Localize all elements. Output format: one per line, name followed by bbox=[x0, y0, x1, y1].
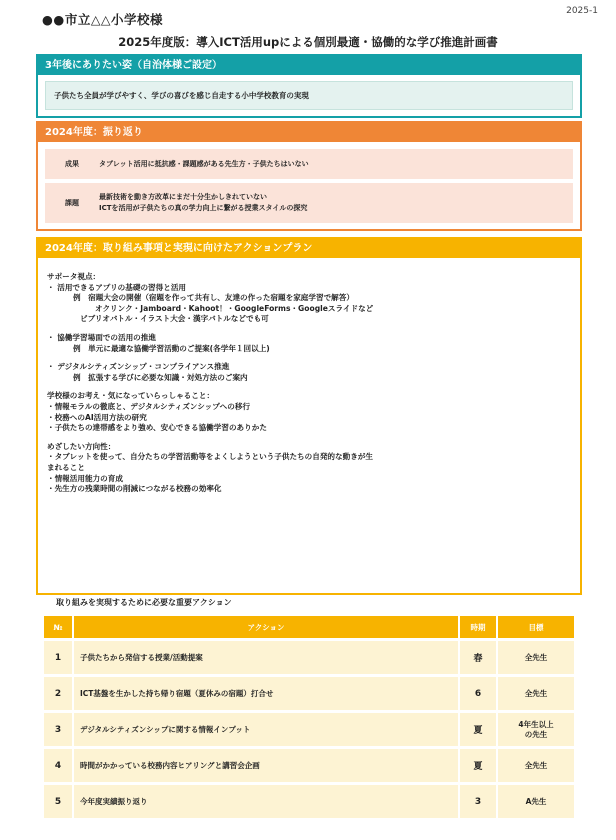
review-text bbox=[99, 192, 307, 214]
review-row-results bbox=[45, 149, 573, 179]
action-time: 6 bbox=[458, 677, 496, 710]
action-target: 全先生 bbox=[496, 677, 574, 710]
action-text: 今年度実績振り返り bbox=[72, 785, 458, 818]
action-target: 4年生以上 の先生 bbox=[496, 713, 574, 746]
action-no: 5 bbox=[44, 785, 72, 818]
table-row bbox=[44, 713, 574, 746]
review-line: ICTを活用が子供たちの真の学力向上に繋がる授業スタイルの探究 bbox=[99, 204, 308, 212]
table-row bbox=[44, 677, 574, 710]
table-row bbox=[44, 641, 574, 674]
school-concern-item: ・情報モラルの徹底と、デジタルシティズンシップへの移行 bbox=[47, 401, 251, 411]
plan-section bbox=[36, 237, 582, 595]
review-label: 成果 bbox=[65, 160, 79, 168]
support-title: サポータ視点： bbox=[47, 272, 101, 281]
col-header-action: アクション bbox=[72, 616, 458, 638]
support-example: 例 宿題大会の開催（宿題を作って共有し、友達の作った宿題を家庭学習で解答） bbox=[73, 293, 354, 303]
school-concern-item: ・子供たちの達帯感をより強め、安心できる協働学習のありかた bbox=[47, 423, 267, 433]
direction-item: ・タブレットを使って、自分たちの学習活動等をよくしようという子供たちの自発的な動きが生 bbox=[47, 452, 373, 462]
action-target: 全先生 bbox=[496, 749, 574, 782]
action-no: 4 bbox=[44, 749, 72, 782]
review-section bbox=[36, 121, 582, 231]
vision-heading: 3年後にありたい姿（自治体様ご設定） bbox=[38, 56, 580, 75]
action-time: 春 bbox=[458, 641, 496, 674]
actions-header-row bbox=[44, 616, 574, 638]
document-id: 2025-1 bbox=[566, 6, 598, 16]
school-concerns-title: 学校様のお考え・気になっていらっしゃること： bbox=[47, 391, 215, 401]
action-text: 子供たちから発信する授業/活動提案 bbox=[72, 641, 458, 674]
plan-body bbox=[38, 258, 580, 495]
document-title: 2025年度版：導入ICT活用upによる個別最適・協働的な学び推進計画書 bbox=[118, 35, 498, 49]
vision-text: 子供たち全員が学びやすく、学びの喜びを感じ自走する小中学校教育の実現 bbox=[45, 81, 573, 110]
col-header-target: 目標 bbox=[496, 616, 574, 638]
action-text: デジタルシティズンシップに関する情報インプット bbox=[72, 713, 458, 746]
action-time: 夏 bbox=[458, 713, 496, 746]
plan-heading: 2024年度：取り組み事項と実現に向けたアクションプラン bbox=[38, 239, 580, 258]
support-example: 例 単元に最適な協働学習活動のご提案(各学年１回以上) bbox=[73, 343, 270, 353]
review-label: 課題 bbox=[65, 199, 79, 207]
action-time: 3 bbox=[458, 785, 496, 818]
review-line: 最新技術を動き方改革にまだ十分生かしきれていない bbox=[99, 193, 267, 201]
actions-table bbox=[44, 613, 574, 821]
actions-title: 取り組みを実現するために必要な重要アクション bbox=[56, 598, 232, 607]
review-text bbox=[99, 159, 309, 170]
school-name: ●●市立△△小学校様 bbox=[42, 12, 164, 27]
action-target: A先生 bbox=[496, 785, 574, 818]
vision-section bbox=[36, 54, 582, 118]
direction-title: めざしたい方向性： bbox=[47, 441, 116, 451]
direction-item: まれること bbox=[47, 462, 85, 472]
support-item: ・ デジタルシティズンシップ・コンプライアンス推進 bbox=[47, 362, 230, 372]
action-no: 2 bbox=[44, 677, 72, 710]
review-line: タブレット活用に抵抗感・課題感がある先生方・子供たちはいない bbox=[99, 159, 309, 168]
table-row bbox=[44, 785, 574, 818]
support-example: ビブリオバトル・イラスト大会・漢字バトルなどでも可 bbox=[80, 314, 269, 324]
action-time: 夏 bbox=[458, 749, 496, 782]
direction-item: ・情報活用能力の育成 bbox=[47, 473, 123, 483]
review-heading: 2024年度：振り返り bbox=[38, 123, 580, 142]
support-example: オクリンク・Jamboard・Kahoot！・GoogleForms・Googleスライドなど bbox=[95, 303, 374, 313]
table-row bbox=[44, 749, 574, 782]
review-row-issues bbox=[45, 183, 573, 223]
support-item: ・ 活用できるアプリの基礎の習得と活用 bbox=[47, 282, 187, 292]
action-target: 全先生 bbox=[496, 641, 574, 674]
col-header-time: 時期 bbox=[458, 616, 496, 638]
school-concern-item: ・校務へのAI活用方法の研究 bbox=[47, 412, 147, 422]
direction-item: ・先生方の残業時間の削減につながる校務の効率化 bbox=[47, 484, 222, 494]
action-no: 3 bbox=[44, 713, 72, 746]
support-item: ・ 協働学習場面での活用の推進 bbox=[47, 332, 156, 342]
action-text: 時間がかかっている校務内容ヒアリングと講習会企画 bbox=[72, 749, 458, 782]
action-no: 1 bbox=[44, 641, 72, 674]
support-example: 例 拡張する学びに必要な知識・対処方法のご案内 bbox=[73, 372, 248, 382]
action-text: ICT基盤を生かした持ち帰り宿題（夏休みの宿題）打合せ bbox=[72, 677, 458, 710]
col-header-no: № bbox=[44, 616, 72, 638]
